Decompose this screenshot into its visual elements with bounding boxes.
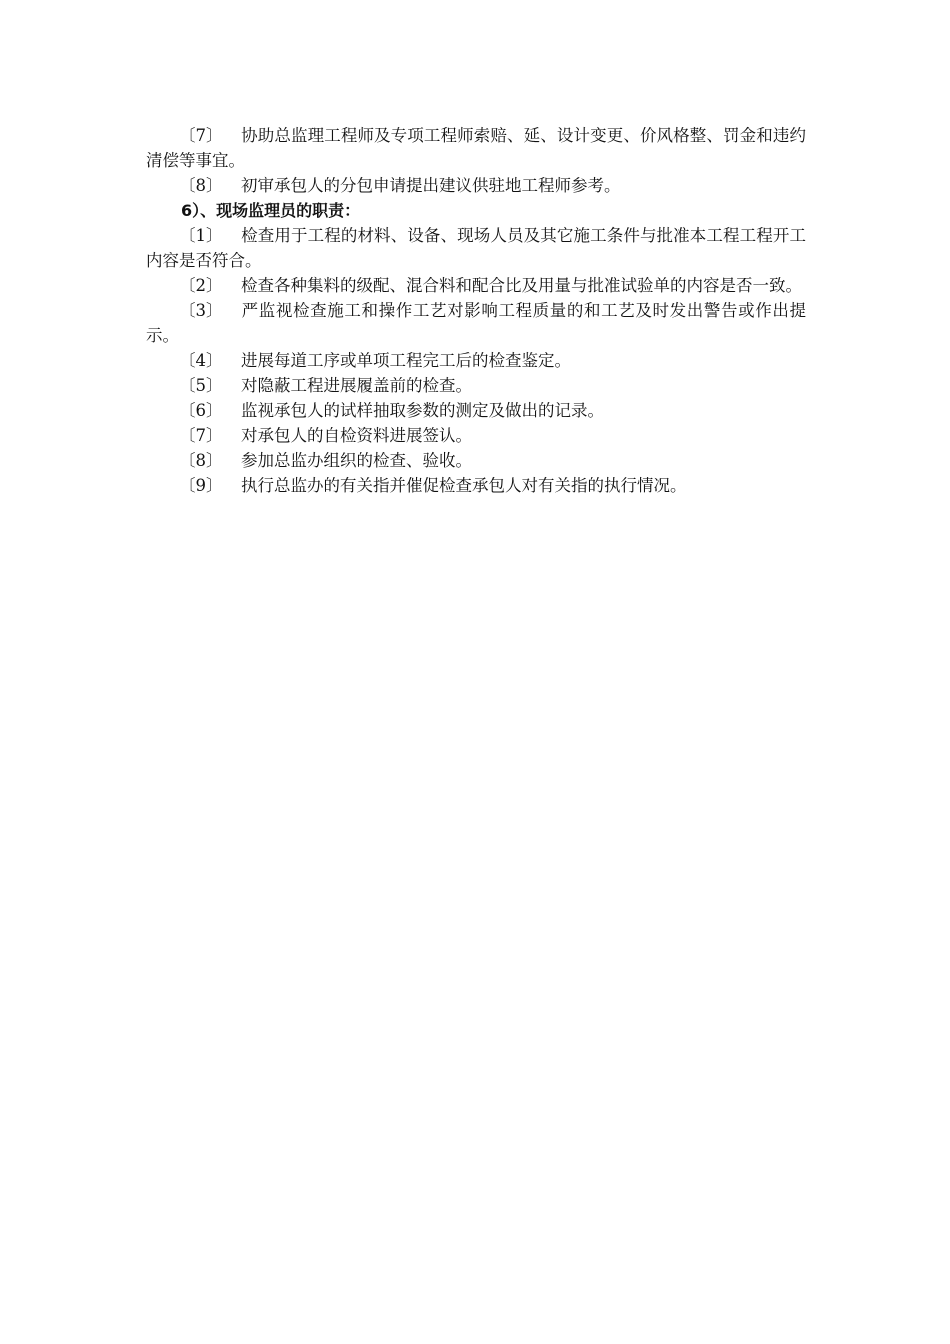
list-item <box>146 473 806 498</box>
item-text: 对隐蔽工程进展履盖前的检查。 <box>241 376 472 395</box>
list-item <box>146 373 806 398</box>
item-number: 〔9〕 <box>179 476 223 495</box>
item-text: 参加总监办组织的检查、验收。 <box>241 451 472 470</box>
list-item <box>146 423 806 448</box>
item-number: 〔6〕 <box>179 401 223 420</box>
item-text: 监视承包人的试样抽取参数的测定及做出的记录。 <box>241 401 604 420</box>
document-body <box>146 123 806 498</box>
item-text: 协助总监理工程师及专项工程师索赔、延、设计变更、价风格整、罚金和违约清偿等事宜。 <box>146 126 806 170</box>
item-text: 检查用于工程的材料、设备、现场人员及其它施工条件与批准本工程工程开工内容是否符合。 <box>146 226 806 270</box>
item-number: 〔2〕 <box>179 276 223 295</box>
item-number: 〔8〕 <box>179 451 223 470</box>
item-text: 执行总监办的有关指并催促检查承包人对有关指的执行情况。 <box>241 476 687 495</box>
item-number: 〔3〕 <box>179 301 223 320</box>
item-text: 严监视检查施工和操作工艺对影响工程质量的和工艺及时发出警告或作出提示。 <box>146 301 806 345</box>
item-text: 进展每道工序或单项工程完工后的检查鉴定。 <box>241 351 571 370</box>
list-item <box>146 448 806 473</box>
item-number: 〔4〕 <box>179 351 223 370</box>
item-number: 〔5〕 <box>179 376 223 395</box>
item-number: 〔1〕 <box>179 226 223 245</box>
list-item <box>146 273 806 298</box>
section-heading: 6）、现场监理员的职责： <box>181 201 361 220</box>
list-item <box>146 298 806 348</box>
item-text: 对承包人的自检资料进展签认。 <box>241 426 472 445</box>
list-item <box>146 398 806 423</box>
item-number: 〔7〕 <box>179 426 223 445</box>
list-item <box>146 173 806 198</box>
item-number: 〔7〕 <box>179 126 223 145</box>
list-item <box>146 223 806 273</box>
item-text: 检查各种集料的级配、混合料和配合比及用量与批准试验单的内容是否一致。 <box>241 276 802 295</box>
item-text: 初审承包人的分包申请提出建议供驻地工程师参考。 <box>241 176 621 195</box>
item-number: 〔8〕 <box>179 176 223 195</box>
list-item <box>146 123 806 173</box>
list-item <box>146 348 806 373</box>
